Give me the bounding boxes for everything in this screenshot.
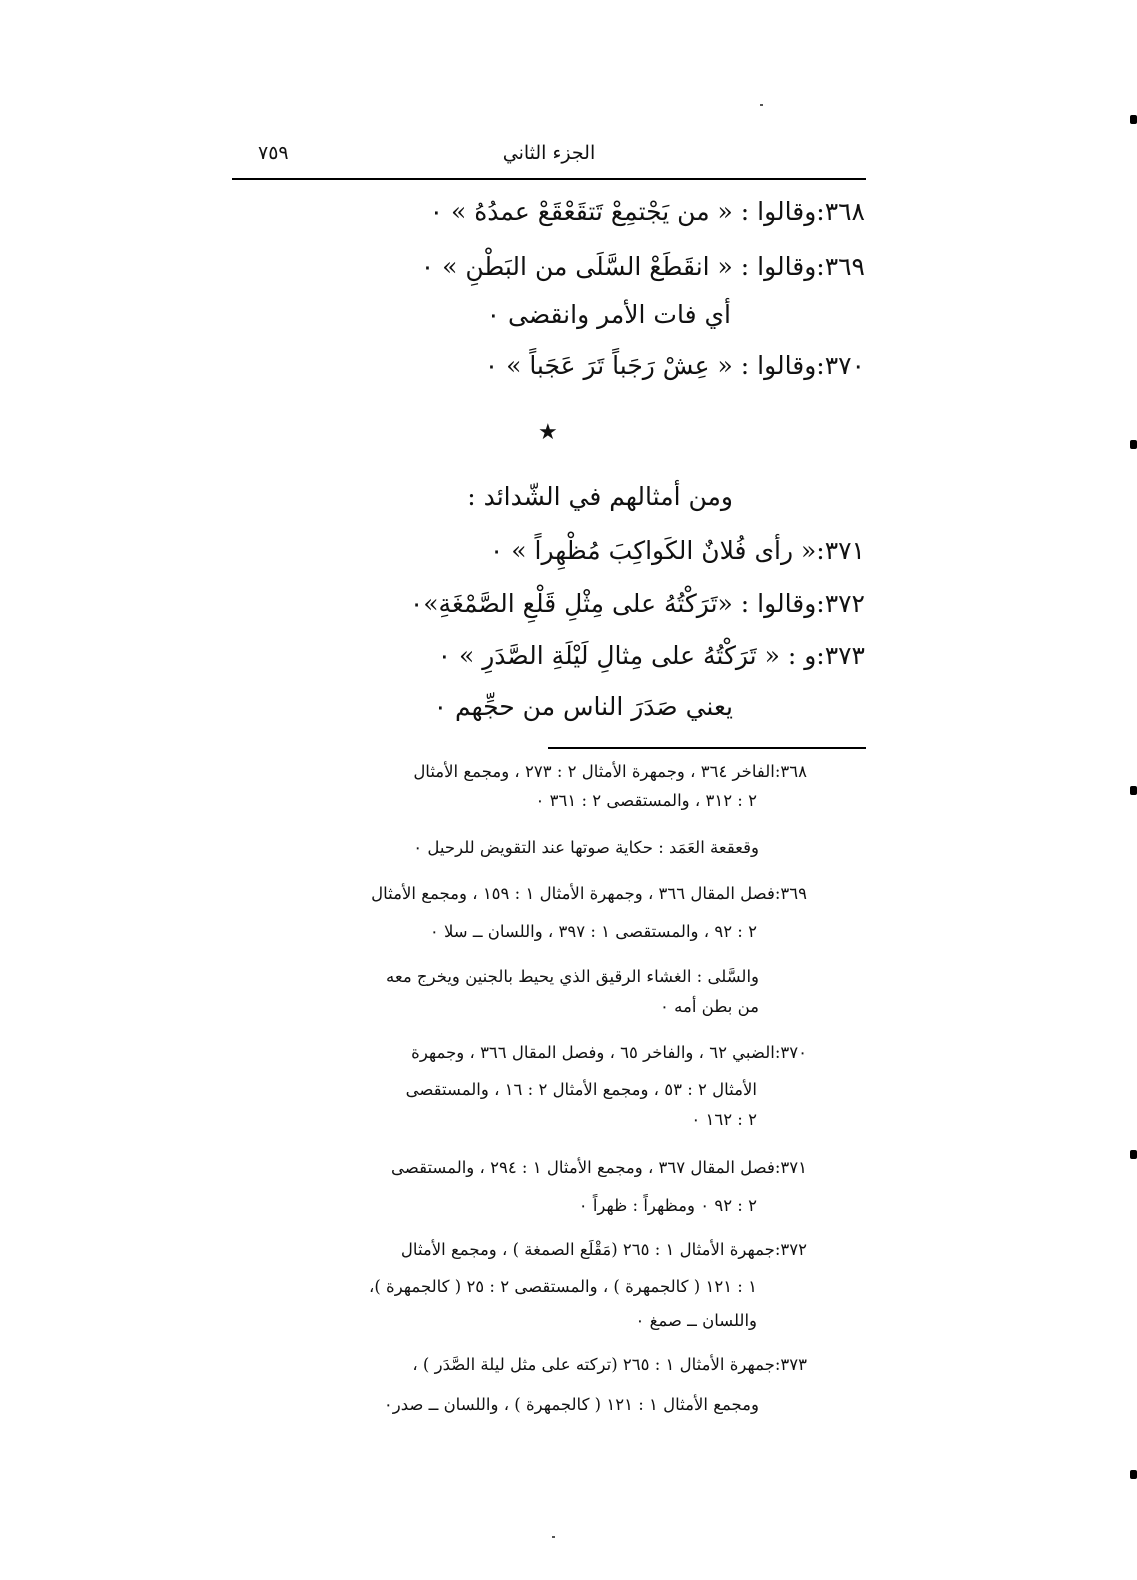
proverb-373: ٣٧٣:و : « تَرَكْتُهُ على مِثالِ لَيْلَةِ الصَّدَرِ » ٠ <box>437 641 865 670</box>
footnote-368: ٣٦٨:الفاخر ٣٦٤ ، وجمهرة الأمثال ٢ : ٢٧٣ ، ومجمع الأمثال <box>413 762 807 781</box>
scan-speck <box>760 104 763 106</box>
page-header <box>232 142 866 178</box>
footnote-372-cont2: واللسان ــ صمغ ٠ <box>635 1311 757 1330</box>
edge-mark <box>1130 440 1137 449</box>
proverb-370: ٣٧٠:وقالوا : « عِشْ رَجَباً تَرَ عَجَباً » ٠ <box>484 351 865 380</box>
proverb-368: ٣٦٨:وقالوا : « من يَجْتمِعْ تَتقَعْقَعْ عمدُهُ » ٠ <box>429 197 865 226</box>
footnote-373-cont: ومجمع الأمثال ١ : ١٢١ ( كالجمهرة ) ، واللسان ــ صدر٠ <box>383 1395 759 1414</box>
section-heading-hardships: ومن أمثالهم في الشّدائد : <box>467 482 733 511</box>
footnote-369-note: والسَّلى : الغشاء الرقيق الذي يحيط بالجنين ويخرج معه <box>386 967 759 986</box>
scan-speck <box>552 1536 555 1538</box>
footnote-368-cont: ٢ : ٣١٢ ، والمستقصى ٢ : ٣٦١ ٠ <box>535 791 757 810</box>
footnote-368-note: وقعقعة العَمَد : حكاية صوتها عند التقويض للرحيل ٠ <box>413 838 759 857</box>
footnote-372-cont: ١ : ١٢١ ( كالجمهرة ) ، والمستقصى ٢ : ٢٥ ( كالجمهرة )، <box>369 1277 757 1296</box>
footnote-370-cont2: ٢ : ١٦٢ ٠ <box>691 1110 757 1129</box>
footnote-370-cont: الأمثال ٢ : ٥٣ ، ومجمع الأمثال ٢ : ١٦ ، والمستقصى <box>405 1080 757 1099</box>
footnote-rule <box>548 747 866 749</box>
edge-mark <box>1130 786 1137 795</box>
footnote-369: ٣٦٩:فصل المقال ٣٦٦ ، وجمهرة الأمثال ١ : ١٥٩ ، ومجمع الأمثال <box>371 884 807 903</box>
footnote-373: ٣٧٣:جمهرة الأمثال ١ : ٢٦٥ (تركته على مثل ليلة الصَّدَر ) ، <box>412 1355 807 1374</box>
footnote-369-cont: ٢ : ٩٢ ، والمستقصى ١ : ٣٩٧ ، واللسان ــ سلا ٠ <box>429 922 757 941</box>
proverb-369: ٣٦٩:وقالوا : « انقَطَعْ السَّلَى من البَطْنِ » ٠ <box>420 252 865 281</box>
header-rule <box>232 178 866 180</box>
page-number: ٧٥٩ <box>258 142 289 164</box>
footnote-371: ٣٧١:فصل المقال ٣٦٧ ، ومجمع الأمثال ١ : ٢٩٤ ، والمستقصى <box>391 1158 807 1177</box>
proverb-372: ٣٧٢:وقالوا : «تَرَكْتُهُ على مِثْلِ قَلْعِ الصَّمْغَةِ»٠ <box>409 589 865 618</box>
running-title: الجزء الثاني <box>502 142 596 164</box>
edge-mark <box>1130 115 1137 124</box>
proverb-373-gloss: يعني صَدَرَ الناس من حجِّهم ٠ <box>433 692 733 721</box>
footnote-372: ٣٧٢:جمهرة الأمثال ١ : ٢٦٥ (مَقْلَع الصمغة ) ، ومجمع الأمثال <box>400 1240 807 1259</box>
edge-mark <box>1130 1150 1137 1159</box>
proverb-371: ٣٧١:« رأى فُلانٌ الكَواكِبَ مُظْهِراً » ٠ <box>489 536 865 565</box>
footnote-370: ٣٧٠:الضبي ٦٢ ، والفاخر ٦٥ ، وفصل المقال ٣٦٦ ، وجمهرة <box>411 1043 807 1062</box>
proverb-369-gloss: أي فات الأمر وانقضى ٠ <box>486 300 731 329</box>
section-star: ★ <box>538 420 558 445</box>
footnote-371-cont: ٢ : ٩٢ ٠ ومظهراً : ظهراً ٠ <box>578 1196 757 1215</box>
footnote-369-note-cont: من بطن أمه ٠ <box>660 997 759 1016</box>
edge-mark <box>1130 1470 1137 1479</box>
